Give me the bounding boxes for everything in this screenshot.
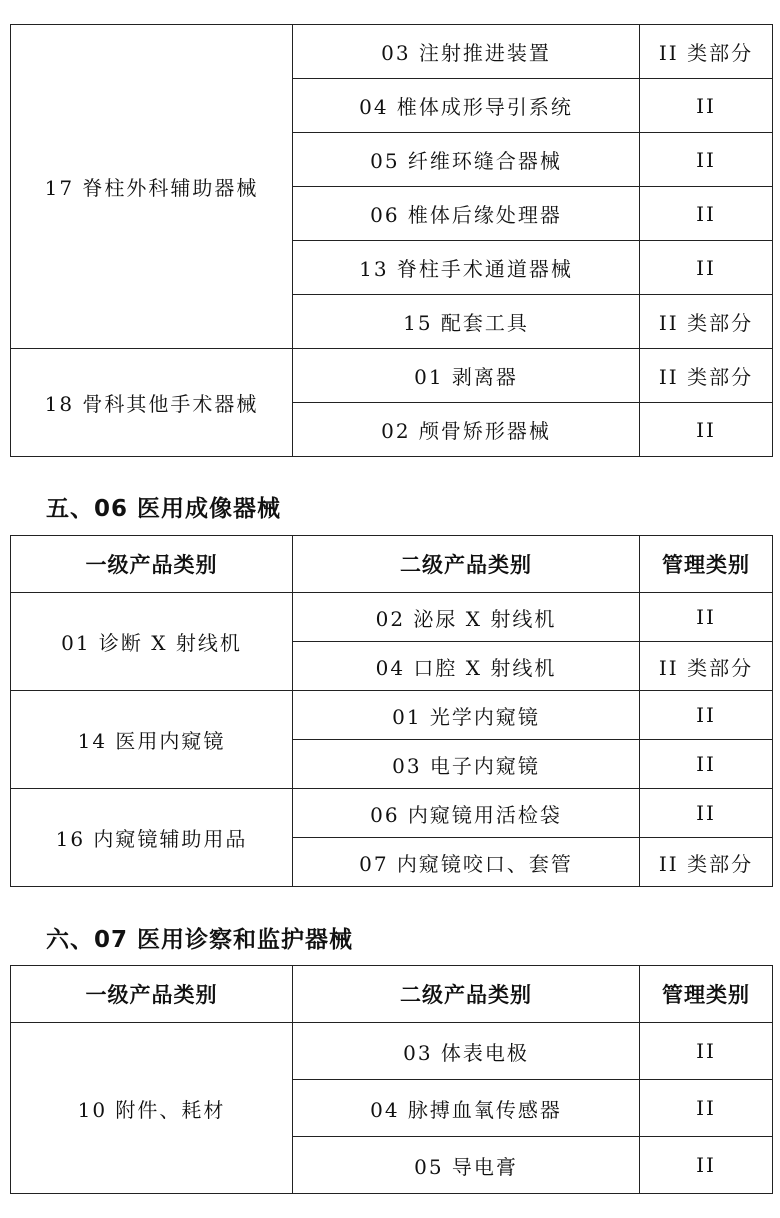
secondary-category-cell: 01 剥离器 — [293, 349, 640, 403]
primary-category-cell: 17 脊柱外科辅助器械 — [11, 25, 293, 349]
secondary-category-cell: 02 泌尿 X 射线机 — [293, 593, 640, 642]
table-row — [11, 349, 773, 403]
header-management-class: 管理类别 — [640, 536, 773, 593]
secondary-category-cell: 07 内窥镜咬口、套管 — [293, 838, 640, 887]
management-class-cell: II — [640, 133, 773, 187]
secondary-category-cell: 03 电子内窥镜 — [293, 740, 640, 789]
header-secondary-category: 二级产品类别 — [293, 966, 640, 1023]
secondary-category-cell: 15 配套工具 — [293, 295, 640, 349]
table-row — [11, 691, 773, 740]
management-class-cell: II 类部分 — [640, 25, 773, 79]
section-title-imaging: 五、06 医用成像器械 — [46, 496, 282, 522]
header-management-class: 管理类别 — [640, 966, 773, 1023]
table-row — [11, 593, 773, 642]
table-row — [11, 1023, 773, 1080]
secondary-category-cell: 04 椎体成形导引系统 — [293, 79, 640, 133]
secondary-category-cell: 04 脉搏血氧传感器 — [293, 1080, 640, 1137]
management-class-cell: II 类部分 — [640, 349, 773, 403]
primary-category-cell: 14 医用内窥镜 — [11, 691, 293, 789]
management-class-cell: II — [640, 1137, 773, 1194]
management-class-cell: II — [640, 789, 773, 838]
secondary-category-cell: 03 注射推进装置 — [293, 25, 640, 79]
secondary-category-cell: 06 椎体后缘处理器 — [293, 187, 640, 241]
management-class-cell: II — [640, 403, 773, 457]
table-row — [11, 789, 773, 838]
secondary-category-cell: 06 内窥镜用活检袋 — [293, 789, 640, 838]
secondary-category-cell: 13 脊柱手术通道器械 — [293, 241, 640, 295]
management-class-cell: II — [640, 593, 773, 642]
section-title-diagnosis-monitoring: 六、07 医用诊察和监护器械 — [46, 927, 354, 953]
secondary-category-cell: 03 体表电极 — [293, 1023, 640, 1080]
primary-category-cell: 16 内窥镜辅助用品 — [11, 789, 293, 887]
management-class-cell: II — [640, 740, 773, 789]
management-class-cell: II — [640, 187, 773, 241]
table-imaging — [10, 535, 773, 887]
table-row — [11, 25, 773, 79]
management-class-cell: II 类部分 — [640, 642, 773, 691]
table-continued — [10, 24, 773, 457]
header-secondary-category: 二级产品类别 — [293, 536, 640, 593]
table-header-row — [11, 536, 773, 593]
primary-category-cell: 10 附件、耗材 — [11, 1023, 293, 1194]
primary-category-cell: 01 诊断 X 射线机 — [11, 593, 293, 691]
secondary-category-cell: 05 导电膏 — [293, 1137, 640, 1194]
management-class-cell: II — [640, 241, 773, 295]
table-diagnosis-monitoring — [10, 965, 773, 1194]
primary-category-cell: 18 骨科其他手术器械 — [11, 349, 293, 457]
management-class-cell: II — [640, 691, 773, 740]
table-header-row — [11, 966, 773, 1023]
secondary-category-cell: 05 纤维环缝合器械 — [293, 133, 640, 187]
management-class-cell: II 类部分 — [640, 295, 773, 349]
secondary-category-cell: 04 口腔 X 射线机 — [293, 642, 640, 691]
management-class-cell: II — [640, 79, 773, 133]
management-class-cell: II — [640, 1080, 773, 1137]
management-class-cell: II 类部分 — [640, 838, 773, 887]
secondary-category-cell: 02 颅骨矫形器械 — [293, 403, 640, 457]
secondary-category-cell: 01 光学内窥镜 — [293, 691, 640, 740]
header-primary-category: 一级产品类别 — [11, 536, 293, 593]
header-primary-category: 一级产品类别 — [11, 966, 293, 1023]
management-class-cell: II — [640, 1023, 773, 1080]
